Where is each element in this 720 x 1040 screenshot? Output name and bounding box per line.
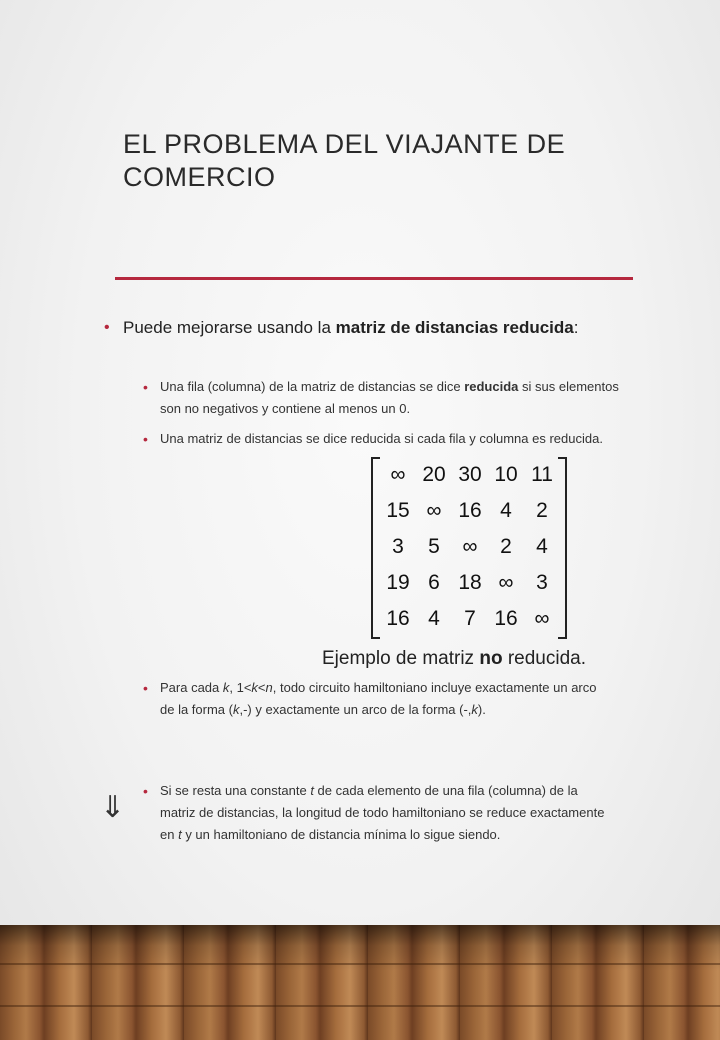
matrix-row xyxy=(381,457,559,493)
matrix-cell: 15 xyxy=(386,499,410,522)
bullet-dot: • xyxy=(143,783,148,799)
matrix-cell: 3 xyxy=(392,535,404,558)
matrix-cell: 19 xyxy=(386,571,410,594)
matrix-cell: 10 xyxy=(494,463,518,486)
var-t: t xyxy=(310,783,314,798)
matrix-cell: 18 xyxy=(458,571,482,594)
matrix-cell: ∞ xyxy=(498,571,514,594)
matrix-cell: 5 xyxy=(428,535,440,558)
var-k: k xyxy=(232,702,240,717)
matrix-row xyxy=(381,565,559,601)
sub4-text: Si se resta una constante xyxy=(160,783,311,798)
slide-title: EL PROBLEMA DEL VIAJANTE DE COMERCIO xyxy=(123,129,566,192)
sub-bullet-2 xyxy=(143,428,610,450)
sub4-text: y un hamiltoniano de distancia mínima lo sigue siendo. xyxy=(181,827,501,842)
matrix-cell: 3 xyxy=(536,571,548,594)
sub3-text: ,-) y exactamente un arco de la forma (-, xyxy=(239,702,472,717)
var-k: k xyxy=(471,702,478,717)
matrix-left-bracket xyxy=(371,457,380,639)
sub3-text: Para cada xyxy=(160,680,223,695)
matrix-cell: 30 xyxy=(458,463,482,486)
sub3-text: ). xyxy=(477,702,486,717)
caption-end: reducida. xyxy=(502,648,587,669)
matrix-cell: 16 xyxy=(494,607,518,630)
caption-text: Ejemplo de matriz xyxy=(322,648,480,669)
sub2-text: Una matriz de distancias se dice reducida si cada fila y columna es reducida. xyxy=(160,431,603,446)
bullet-dot: • xyxy=(143,680,148,696)
var-k: k xyxy=(251,680,258,695)
matrix-cell: ∞ xyxy=(462,535,478,558)
matrix-cell: ∞ xyxy=(426,499,442,522)
matrix-cell: 16 xyxy=(386,607,410,630)
matrix-row xyxy=(381,529,559,565)
matrix-cell: ∞ xyxy=(390,463,406,486)
matrix-cell: 11 xyxy=(531,463,553,486)
caption-bold: no xyxy=(479,648,503,669)
sub1-text: Una fila (columna) de la matriz de distancias se dice xyxy=(160,379,465,394)
bullet-main xyxy=(104,315,593,341)
bullet-dot: • xyxy=(143,431,148,447)
sub-bullet-1 xyxy=(143,376,620,420)
bullet-dot: • xyxy=(104,319,110,336)
distance-matrix xyxy=(371,457,567,637)
bullet-main-bold: matriz de distancias reducida xyxy=(335,318,574,337)
var-t: t xyxy=(178,827,182,842)
matrix-row xyxy=(381,493,559,529)
var-n: n xyxy=(265,680,273,695)
bullet-main-text: Puede mejorarse usando la xyxy=(123,318,336,337)
wood-floor xyxy=(0,925,720,1040)
sub4-text: de cada elemento de una fila (columna) de la matriz de distancias, la longitud de todo hamiltoniano se reduce exactamente en xyxy=(160,783,605,842)
sub3-text: , 1< xyxy=(229,680,252,695)
sub1-bold: reducida xyxy=(464,379,519,394)
matrix-row xyxy=(381,601,559,637)
matrix-cell: 4 xyxy=(536,535,548,558)
bullet-main-end: : xyxy=(573,318,579,337)
sub3-text: < xyxy=(257,680,266,695)
matrix-cell: 16 xyxy=(458,499,482,522)
matrix-right-bracket xyxy=(558,457,567,639)
matrix-cell: 7 xyxy=(464,607,476,630)
bullet-dot: • xyxy=(143,379,148,395)
sub-bullet-3 xyxy=(143,677,600,721)
floor-seam xyxy=(0,1005,720,1007)
sub3-text: , todo circuito hamiltoniano incluye exactamente un arco de la forma ( xyxy=(160,680,597,717)
matrix-cell: 20 xyxy=(422,463,446,486)
matrix-cell: ∞ xyxy=(534,607,550,630)
matrix-cell: 4 xyxy=(500,499,512,522)
down-double-arrow-icon: ⇓ xyxy=(100,791,126,824)
matrix-caption xyxy=(322,648,586,670)
matrix-cell: 6 xyxy=(428,571,440,594)
sub1-end: si sus elementos son no negativos y contiene al menos un 0. xyxy=(160,379,619,416)
sub-bullet-4 xyxy=(143,780,610,846)
var-k: k xyxy=(222,680,230,695)
title-underline xyxy=(115,277,633,280)
floor-seam xyxy=(0,963,720,965)
matrix-cell: 2 xyxy=(500,535,512,558)
matrix-cell: 2 xyxy=(536,499,548,522)
matrix-cell: 4 xyxy=(428,607,440,630)
